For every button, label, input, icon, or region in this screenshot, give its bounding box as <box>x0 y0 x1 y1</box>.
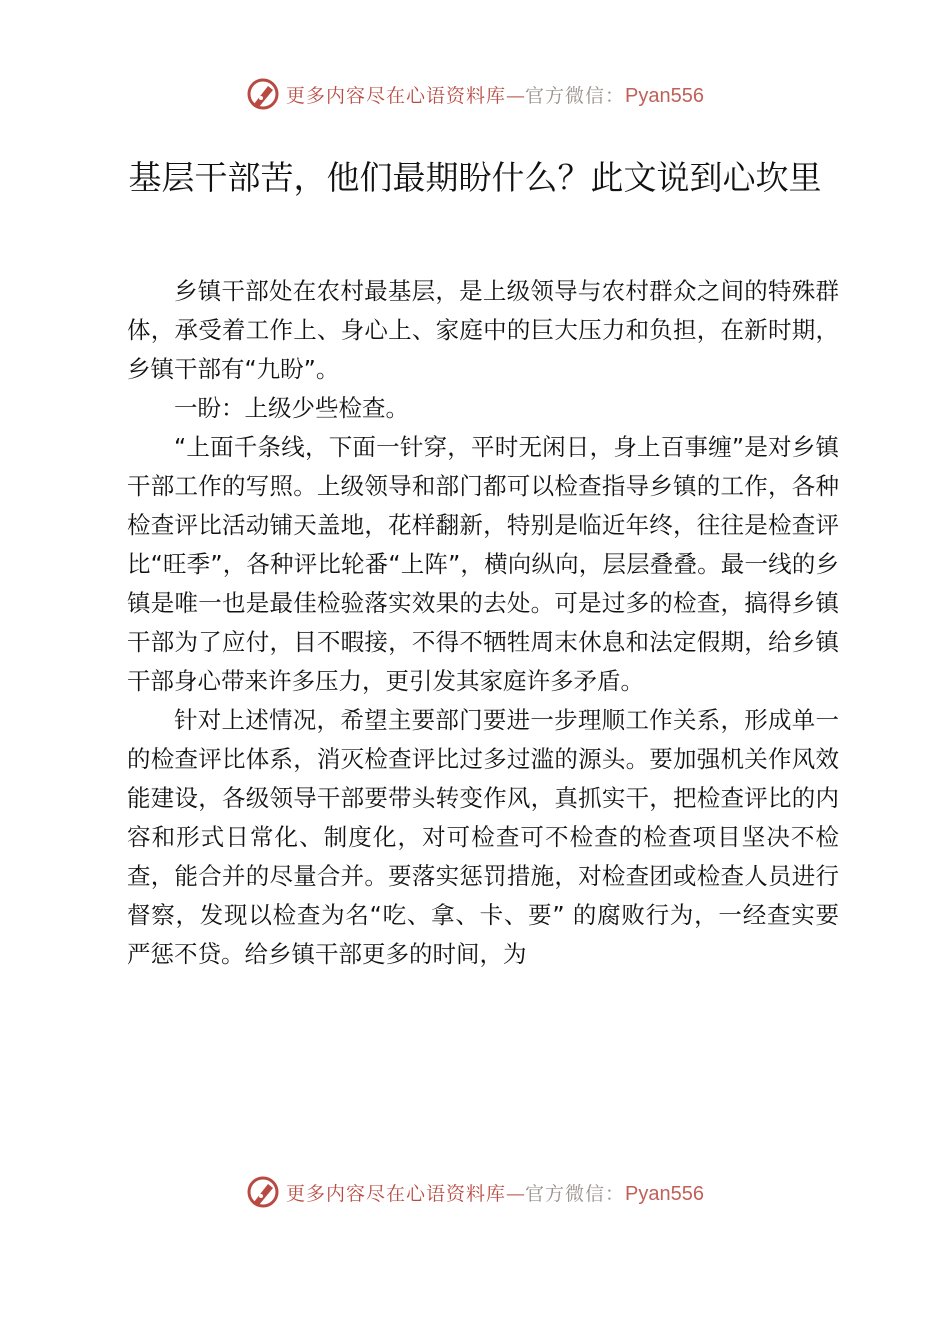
article-title: 基层干部苦，他们最期盼什么？此文说到心坎里 <box>128 158 822 197</box>
watermark-text: 更多内容尽在心语资料库—官方微信：Pyan556 <box>286 84 704 107</box>
paragraph: 乡镇干部处在农村最基层，是上级领导与农村群众之间的特殊群体，承受着工作上、身心上、家庭中的巨大压力和负担，在新时期，乡镇干部有“九盼”。 <box>127 277 839 383</box>
watermark-text: 更多内容尽在心语资料库—官方微信：Pyan556 <box>286 1182 704 1205</box>
pen-nib-logo-icon <box>246 76 280 112</box>
article-body <box>127 272 839 974</box>
section-heading: 一盼：上级少些检查。 <box>174 394 409 422</box>
pen-nib-logo-icon <box>246 1174 280 1210</box>
watermark-banner-top <box>0 72 950 116</box>
paragraph: “上面千条线，下面一针穿，平时无闲日，身上百事缠”是对乡镇干部工作的写照。上级领导和部门都可以检查指导乡镇的工作，各种检查评比活动铺天盖地，花样翻新，特别是临近年终，往往是检查评比“旺季”，各种评比轮番“上阵”，横向纵向，层层叠叠。最一线的乡镇是唯一也是最佳检验落实效果的去处。可是过多的检查，搞得乡镇干部为了应付，目不暇接，不得不牺牲周末休息和法定假期，给乡镇干部身心带来许多压力，更引发其家庭许多矛盾。 <box>127 433 839 695</box>
paragraph: 针对上述情况，希望主要部门要进一步理顺工作关系，形成单一的检查评比体系，消灭检查评比过多过滥的源头。要加强机关作风效能建设，各级领导干部要带头转变作风，真抓实干，把检查评比的内容和形式日常化、制度化，对可检查可不检查的检查项目坚决不检查，能合并的尽量合并。要落实惩罚措施，对检查团或检查人员进行督察，发现以检查为名“吃、拿、卡、要” 的腐败行为，一经查实要严惩不贷。给乡镇干部更多的时间，为 <box>127 706 839 968</box>
watermark-banner-bottom <box>0 1170 950 1214</box>
